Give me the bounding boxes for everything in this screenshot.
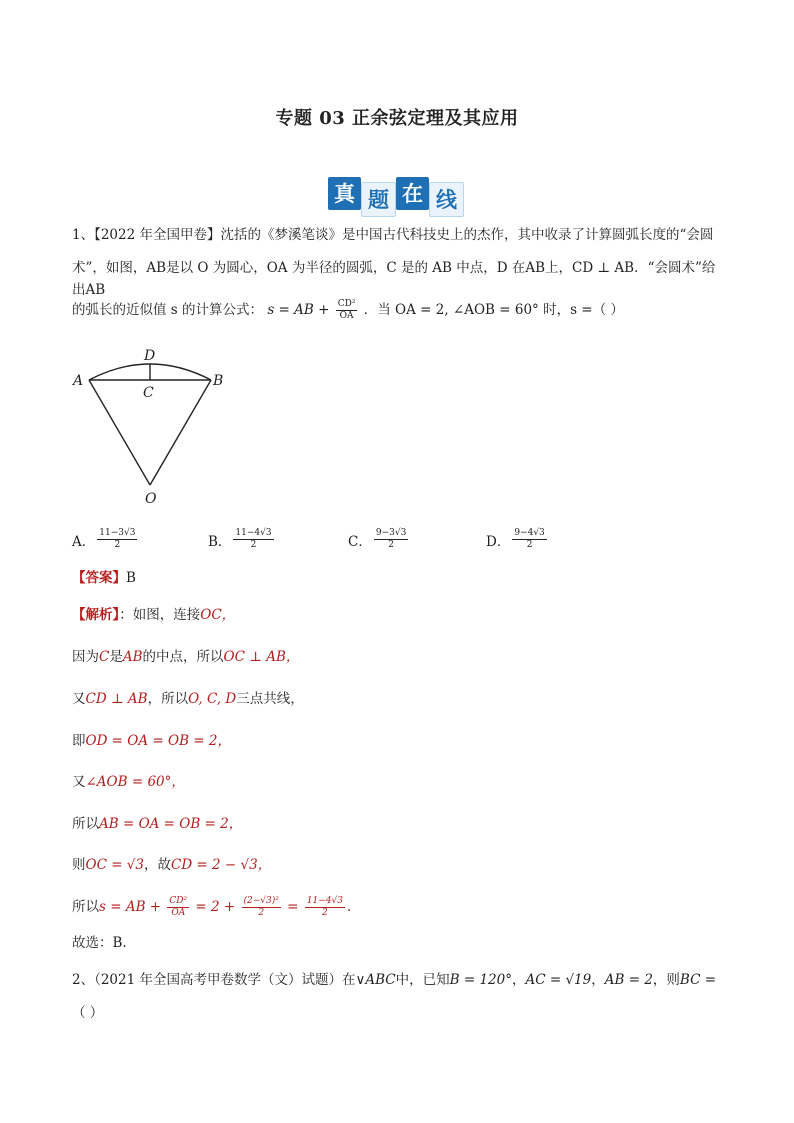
- frac-num: 11−3√3: [99, 528, 136, 538]
- q1-fraction: [336, 299, 358, 322]
- analysis-math: = 2 +: [195, 899, 236, 915]
- analysis-text: 即: [72, 733, 86, 749]
- analysis-math: ∠AOB = 60°，: [85, 774, 185, 790]
- analysis-math: CD = 2 − √3，: [170, 857, 272, 873]
- q1-line3-text: 的弧长的近似值 s 的计算公式：: [72, 302, 264, 318]
- frac-den: 2: [114, 540, 121, 550]
- option-letter: C．: [348, 533, 372, 550]
- option-c: [348, 528, 410, 551]
- answer-label: 【答案】: [72, 570, 126, 586]
- frac-num: CD²: [169, 896, 188, 906]
- analysis-math: AB: [122, 649, 143, 665]
- analysis-text: 因为: [72, 649, 99, 665]
- analysis-text: 所以: [72, 899, 99, 915]
- analysis-text: 是: [109, 649, 123, 665]
- analysis-line2: [72, 646, 724, 668]
- analysis-math: C: [99, 649, 110, 665]
- q2-text: 2、（2021 年全国高考甲卷数学（文）试题）在: [72, 972, 356, 988]
- q1-line3-text-b: ．当 OA = 2, ∠AOB = 60° 时，s =（ ）: [363, 302, 624, 318]
- q1-line3: [72, 299, 724, 322]
- q2-math: AC = √19: [525, 972, 592, 988]
- page-title: 专题 03 正余弦定理及其应用: [275, 108, 519, 129]
- section-badge: [328, 178, 464, 214]
- option-d: [486, 528, 549, 551]
- analysis-text: 三点共线，: [236, 691, 304, 707]
- frac-den: OA: [171, 908, 186, 918]
- option-b: [208, 528, 276, 551]
- analysis-text: 则: [72, 857, 86, 873]
- analysis-math: OC ⊥ AB，: [223, 649, 300, 665]
- frac-num: 9−4√3: [514, 528, 545, 538]
- analysis-math: O, C, D: [188, 691, 237, 707]
- q2-math: BC =: [679, 972, 717, 988]
- analysis-math: s = AB +: [99, 899, 162, 915]
- q2-math: B = 120°: [449, 972, 512, 988]
- frac-den: 2: [526, 540, 533, 550]
- analysis-text: ，所以: [147, 691, 189, 707]
- analysis-text: ：如图，连接: [119, 607, 201, 623]
- analysis-fraction: [242, 896, 281, 919]
- option-a: [72, 528, 139, 551]
- frac-num: 11−4√3: [306, 896, 343, 906]
- label-b: B: [213, 373, 224, 389]
- analysis-math: CD ⊥ AB: [85, 691, 148, 707]
- frac-den: 2: [250, 540, 257, 550]
- q2-text: ，: [511, 972, 526, 988]
- analysis-line1: [72, 604, 724, 626]
- q2-line1: [72, 969, 724, 991]
- label-d: D: [144, 348, 156, 364]
- analysis-math: OC = √3: [85, 857, 144, 873]
- analysis-math: =: [287, 899, 299, 915]
- option-fraction: [512, 528, 546, 551]
- analysis-fraction: [167, 896, 189, 919]
- analysis-text: 又: [72, 774, 86, 790]
- option-fraction: [97, 528, 137, 551]
- analysis-text: 又: [72, 691, 86, 707]
- q2-math: AB = 2: [604, 972, 653, 988]
- frac-num: (2−√3)²: [243, 896, 279, 906]
- arc-figure: [68, 343, 238, 513]
- analysis-line9: 故选：B.: [72, 935, 127, 951]
- analysis-line6: [72, 813, 724, 835]
- analysis-text: 所以: [72, 816, 99, 832]
- segment-oa: [89, 380, 150, 485]
- analysis-line3: [72, 688, 724, 710]
- analysis-line7: [72, 854, 724, 876]
- analysis-text: ，故: [143, 857, 171, 873]
- q2-text: ，: [591, 972, 605, 988]
- label-c: C: [143, 385, 154, 401]
- q2-text: ，则: [652, 972, 680, 988]
- badge-char: 在: [396, 177, 429, 210]
- badge-char: 真: [328, 177, 361, 210]
- analysis-line8: [72, 896, 724, 919]
- frac-den: 2: [258, 908, 265, 918]
- analysis-fraction: [305, 896, 345, 919]
- q2-text: 中，已知: [395, 972, 450, 988]
- analysis-math: OC，: [200, 607, 236, 623]
- answer-line: [72, 567, 724, 589]
- badge-char: 线: [429, 182, 464, 217]
- analysis-math: AB = OA = OB = 2，: [99, 816, 243, 832]
- q2-math: ∨ABC: [355, 972, 396, 988]
- segment-ob: [150, 380, 211, 485]
- label-a: A: [73, 373, 84, 389]
- analysis-text: 的中点，所以: [142, 649, 224, 665]
- frac-den: 2: [322, 908, 328, 918]
- q1-line2: 术”，如图，AB是以 O 为圆心，OA 为半径的圆弧，C 是的 AB 中点，D 在AB上，CD ⊥ AB．“会圆术”给出AB: [72, 260, 716, 298]
- analysis-math: .: [346, 899, 352, 915]
- option-fraction: [374, 528, 408, 551]
- frac-num: 9−3√3: [375, 528, 407, 538]
- analysis-math: OD = OA = OB = 2，: [85, 733, 231, 749]
- frac-den: 2: [388, 540, 394, 550]
- option-fraction: [233, 528, 273, 551]
- q2-line2: （ ）: [72, 1005, 104, 1021]
- q1-formula: s = AB +: [267, 302, 330, 318]
- option-letter: D．: [486, 533, 511, 550]
- option-letter: A．: [72, 533, 96, 550]
- analysis-line5: [72, 771, 724, 793]
- label-o: O: [145, 491, 157, 507]
- frac-num: 11−4√3: [235, 528, 272, 538]
- answer-value: B: [126, 570, 136, 586]
- frac-num: CD²: [337, 299, 356, 309]
- option-letter: B．: [208, 533, 232, 550]
- analysis-label: 【解析】: [72, 607, 120, 623]
- frac-den: OA: [339, 311, 354, 321]
- badge-char: 题: [361, 182, 396, 217]
- q1-line1: 1、【2022 年全国甲卷】沈括的《梦溪笔谈》是中国古代科技史上的杰作，其中收录了计算圆弧长度的“会圆: [72, 227, 714, 243]
- analysis-line4: [72, 730, 724, 752]
